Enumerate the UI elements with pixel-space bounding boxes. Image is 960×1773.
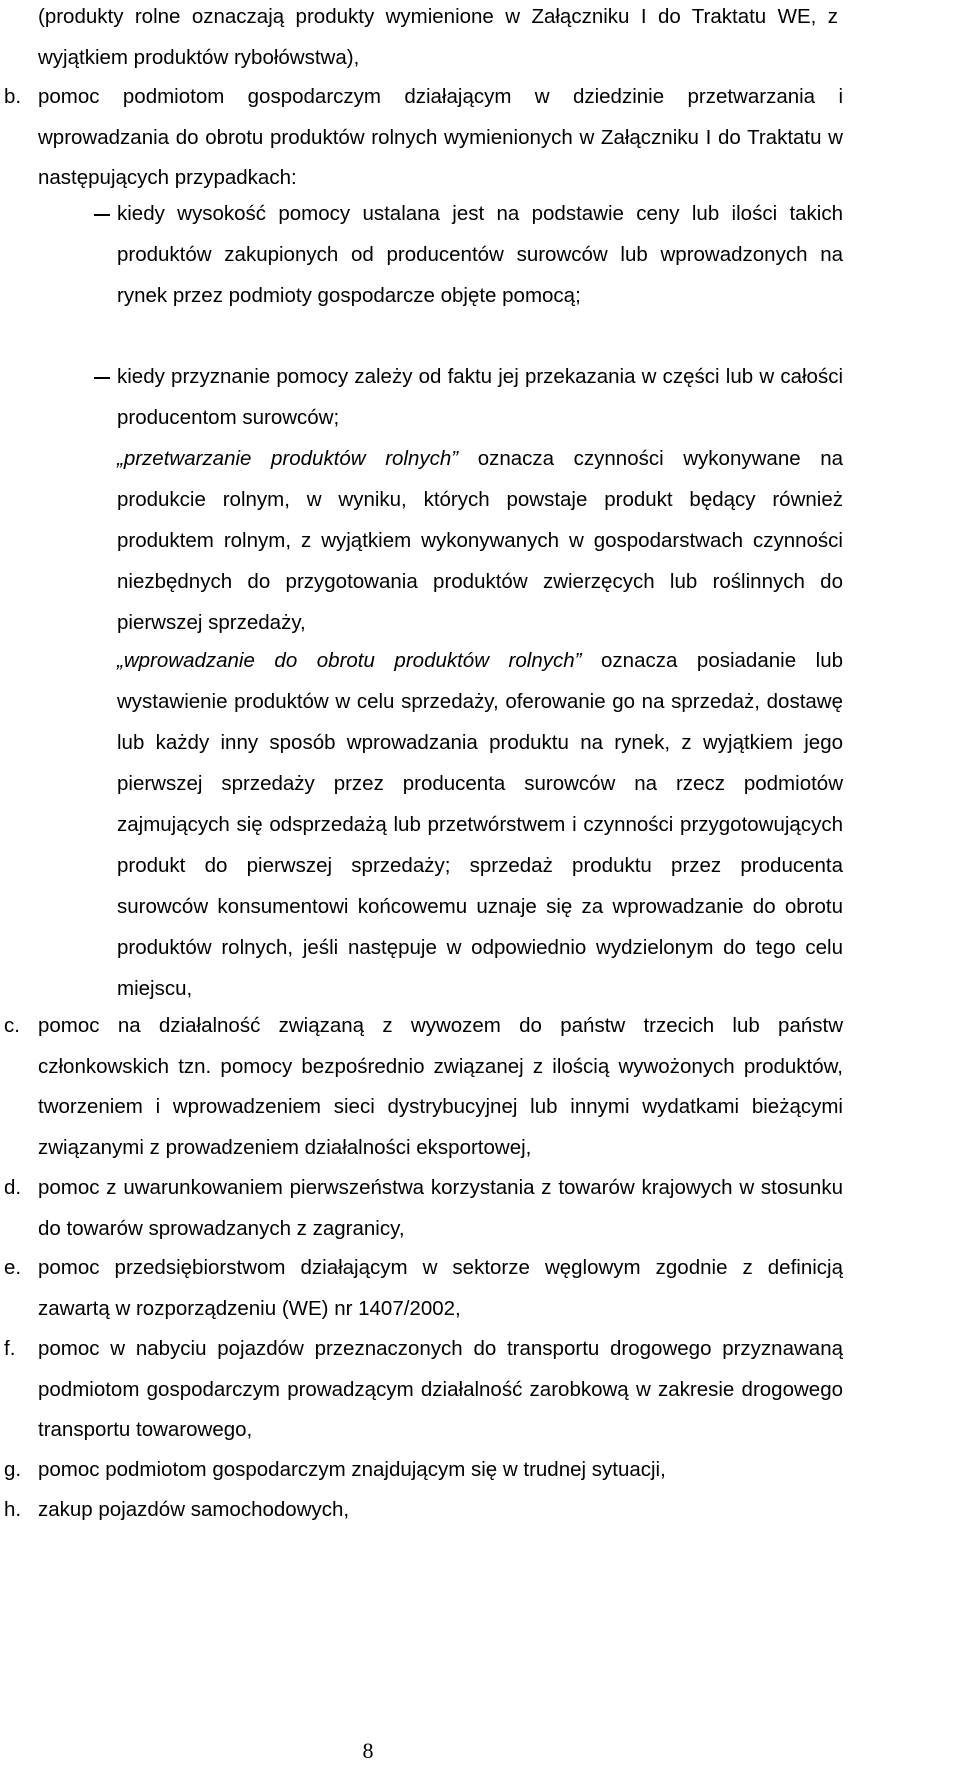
list-text-c: pomoc na działalność związaną z wywozem do państw trzecich lub państw członkowskich tzn. pomocy bezpośrednio związanej z ilością wywożonych produktów, tworzeniem i wprowadzeniem sieci dystrybucyjnej lub innymi wydatkami bieżącymi związanymi z prowadzeniem działalności eksportowej, [38,1014,843,1159]
list-label-d: d. [4,1176,22,1199]
page-number: 8 [362,1738,374,1763]
dash-bullet-icon [94,377,110,379]
intro-paragraph: (produkty rolne oznaczają produkty wymienione w Załączniku I do Traktatu WE, z wyjątkiem produktów rybołówstwa), [38,5,838,69]
sub-item-text: kiedy wysokość pomocy ustalana jest na podstawie ceny lub ilości takich produktów zakupionych od producentów surowców lub wprowadzonych na rynek przez podmioty gospodarcze objęte pomocą; [117,202,843,307]
list-label-g: g. [4,1458,22,1481]
definition-term: „wprowadzanie do obrotu produktów rolnych” [117,649,582,672]
list-text-g: pomoc podmiotom gospodarczym znajdującym się w trudnej sytuacji, [38,1458,666,1481]
sub-item-text: kiedy przyznanie pomocy zależy od faktu jej przekazania w części lub w całości producentom surowców; [117,365,843,429]
definition-processing [117,438,843,643]
list-label-h: h. [4,1498,22,1521]
list-text-h: zakup pojazdów samochodowych, [38,1498,350,1521]
list-text-f: pomoc w nabyciu pojazdów przeznaczonych do transportu drogowego przyznawaną podmiotom gospodarczym prowadzącym działalność zarobkową w zakresie drogowego transportu towarowego, [38,1337,843,1441]
definition-text: oznacza czynności wykonywane na produkcie rolnym, w wyniku, których powstaje produkt będący również produktem rolnym, z wyjątkiem wykonywanych w gospodarstwach czynności niezbędnych do przygotowania produktów zwierzęcych lub roślinnych do pierwszej sprzedaży, [117,447,844,634]
definition-text: oznacza posiadanie lub wystawienie produktów w celu sprzedaży, oferowanie go na sprzedaż, dostawę lub każdy inny sposób wprowadzania produktu na rynek, z wyjątkiem jego pierwszej sprzedaży przez producenta surowców na rzecz podmiotów zajmujących się odsprzedażą lub przetwórstwem i czynności przygotowujących produkt do pierwszej sprzedaży; sprzedaż produktu przez producenta surowców konsumentowi końcowemu uznaje się za wprowadzanie do obrotu produktów rolnych, jeśli następuje w odpowiednio wydzielonym do tego celu miejscu, [117,649,843,1000]
list-text-e: pomoc przedsiębiorstwom działającym w sektorze węglowym zgodnie z definicją zawartą w rozporządzeniu (WE) nr 1407/2002, [38,1256,843,1320]
list-label-c: c. [4,1014,20,1037]
definition-term: „przetwarzanie produktów rolnych” [117,447,459,470]
dash-bullet-icon [94,214,110,216]
list-label-b: b. [4,85,22,108]
definition-marketing [117,640,843,1009]
list-text-b: pomoc podmiotom gospodarczym działającym w dziedzinie przetwarzania i wprowadzania do obrotu produktów rolnych wymienionych w Załączniku I do Traktatu w następujących przypadkach: [38,85,843,189]
list-label-f: f. [4,1337,16,1360]
list-label-e: e. [4,1256,22,1279]
list-text-d: pomoc z uwarunkowaniem pierwszeństwa korzystania z towarów krajowych w stosunku do towarów sprowadzanych z zagranicy, [38,1176,843,1240]
